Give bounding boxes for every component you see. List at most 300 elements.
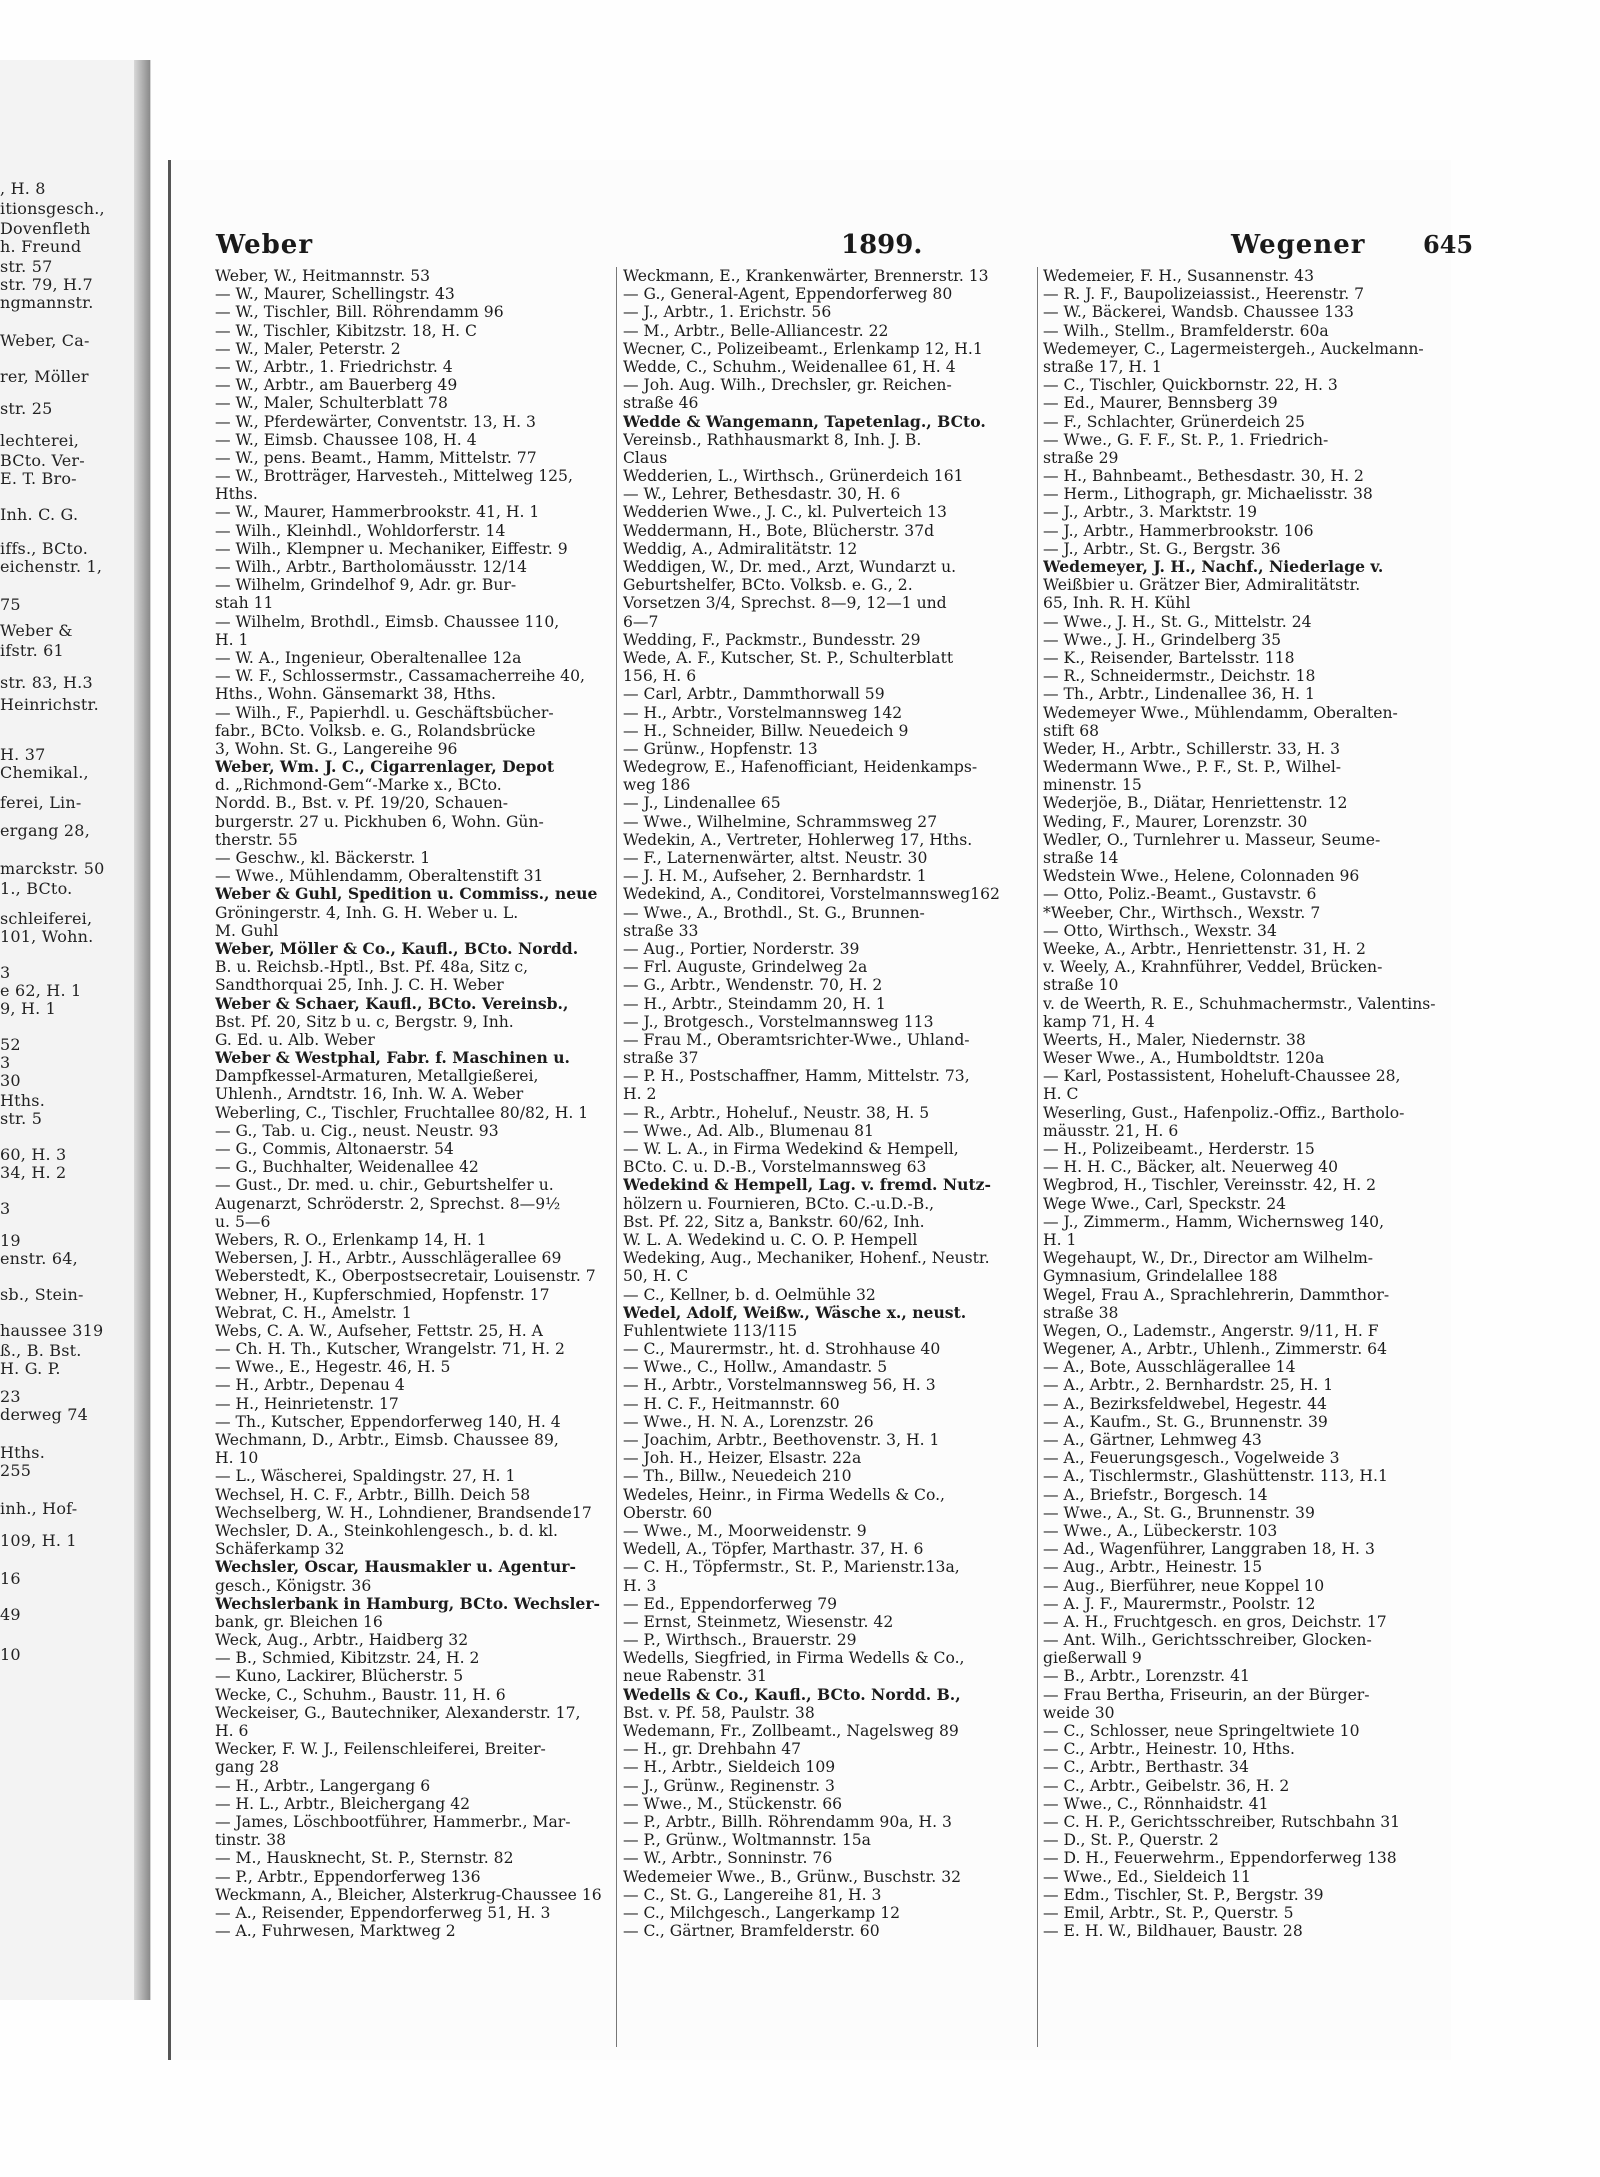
directory-entry: — J., Arbtr., 3. Marktstr. 19 xyxy=(1043,503,1258,522)
directory-entry: Wedells, Siegfried, in Firma Wedells & Co., xyxy=(623,1649,965,1668)
directory-entry: — Karl, Postassistent, Hoheluft-Chaussee 28, xyxy=(1043,1067,1401,1086)
left-page-text-fragment: str. 25 xyxy=(0,399,53,418)
directory-entry: — Wilh., F., Papierhdl. u. Geschäftsbücher- xyxy=(215,703,554,722)
directory-entry: therstr. 55 xyxy=(215,830,298,849)
directory-entry: burgerstr. 27 u. Pickhuben 6, Wohn. Gün- xyxy=(215,812,544,831)
directory-entry: Wedstein Wwe., Helene, Colonnaden 96 xyxy=(1043,867,1360,886)
directory-entry: Wedekind, A., Conditorei, Vorstelmannsweg162 xyxy=(623,885,1000,904)
directory-entry: Wederjöe, B., Diätar, Henriettenstr. 12 xyxy=(1043,794,1348,813)
directory-entry: Wegener, A., Arbtr., Uhlenh., Zimmerstr. 64 xyxy=(1043,1340,1388,1359)
book-gutter xyxy=(134,60,150,2000)
left-page-text-fragment: Inh. C. G. xyxy=(0,505,79,524)
directory-entry: minenstr. 15 xyxy=(1043,776,1142,795)
directory-entry: H. 3 xyxy=(623,1576,657,1595)
left-page-text-fragment: Hths. xyxy=(0,1091,45,1110)
directory-entry: — Ch. H. Th., Kutscher, Wrangelstr. 71, H. 2 xyxy=(215,1340,565,1359)
left-page-text-fragment: 23 xyxy=(0,1387,21,1406)
directory-entry: — F., Laternenwärter, altst. Neustr. 30 xyxy=(623,849,928,867)
directory-entry: — C., St. G., Langereihe 81, H. 3 xyxy=(623,1885,882,1904)
directory-entry: — A. H., Fruchtgesch. en gros, Deichstr. 17 xyxy=(1043,1612,1387,1631)
directory-entry: — A., Gärtner, Lehmweg 43 xyxy=(1043,1431,1262,1449)
directory-entry: tinstr. 38 xyxy=(215,1831,287,1850)
directory-entry: 3, Wohn. St. G., Langereihe 96 xyxy=(215,739,458,758)
directory-entry: — A., Reisender, Eppendorferweg 51, H. 3 xyxy=(215,1903,551,1922)
left-page-text-fragment: itionsgesch., xyxy=(0,199,105,218)
directory-entry: — D., St. P., Querstr. 2 xyxy=(1043,1831,1219,1850)
directory-entry: — Aug., Bierführer, neue Koppel 10 xyxy=(1043,1576,1325,1595)
directory-entry: — W., Maurer, Schellingstr. 43 xyxy=(215,285,455,304)
directory-entry: — G., Tab. u. Cig., neust. Neustr. 93 xyxy=(215,1121,499,1140)
directory-entry: Weber & Schaer, Kaufl., BCto. Vereinsb., xyxy=(215,994,569,1013)
directory-entry: Uhlenh., Arndtstr. 16, Inh. W. A. Weber xyxy=(215,1085,524,1104)
directory-entry: Weerts, H., Maler, Niedernstr. 38 xyxy=(1043,1030,1306,1049)
directory-entry: — A., Bote, Ausschlägerallee 14 xyxy=(1043,1358,1296,1377)
directory-entry: weg 186 xyxy=(623,776,691,795)
directory-entry: Wegen, O., Lademstr., Angerstr. 9/11, H. F xyxy=(1043,1321,1379,1340)
directory-entry: — Ant. Wilh., Gerichtsschreiber, Glocken- xyxy=(1043,1631,1372,1650)
directory-entry: u. 5—6 xyxy=(215,1212,271,1231)
directory-entry: Wechsel, H. C. F., Arbtr., Billh. Deich 58 xyxy=(215,1485,531,1504)
directory-entry: — A., Arbtr., 2. Bernhardstr. 25, H. 1 xyxy=(1043,1376,1334,1395)
directory-entry: — Ed., Maurer, Bennsberg 39 xyxy=(1043,394,1278,413)
directory-entry: — J., Arbtr., 1. Erichstr. 56 xyxy=(623,303,832,322)
directory-entry: — J., Arbtr., St. G., Bergstr. 36 xyxy=(1043,539,1281,558)
left-page-text-fragment: ß., B. Bst. xyxy=(0,1341,82,1360)
directory-entry: — C., Arbtr., Berthastr. 34 xyxy=(1043,1758,1249,1777)
directory-entry: — P., Arbtr., Billh. Röhrendamm 90a, H. 3 xyxy=(623,1812,952,1831)
header-last-name: Wegener xyxy=(1231,230,1366,260)
left-page-text-fragment: str. 5 xyxy=(0,1109,43,1128)
directory-entry: Wedding, F., Packmstr., Bundesstr. 29 xyxy=(623,630,921,649)
directory-entry: — G., General-Agent, Eppendorferweg 80 xyxy=(623,285,953,304)
directory-entry: — A. J. F., Maurermstr., Poolstr. 12 xyxy=(1043,1594,1316,1613)
left-page-text-fragment: 30 xyxy=(0,1071,21,1090)
directory-entry: — H., Arbtr., Langergang 6 xyxy=(215,1776,431,1795)
directory-entry: Geburtshelfer, BCto. Volksb. e. G., 2. xyxy=(623,576,913,595)
directory-entry: W. L. A. Wedekind u. C. O. P. Hempell xyxy=(623,1230,918,1249)
directory-entry: — Ad., Wagenführer, Langgraben 18, H. 3 xyxy=(1043,1540,1375,1559)
column-3 xyxy=(1043,267,1463,2057)
directory-entry: — Wilh., Kleinhdl., Wohldorferstr. 14 xyxy=(215,521,506,540)
directory-entry: H. 10 xyxy=(215,1449,259,1468)
directory-entry: Webner, H., Kupferschmied, Hopfenstr. 17 xyxy=(215,1285,550,1304)
directory-entry: — Grünw., Hopfenstr. 13 xyxy=(623,739,818,758)
directory-entry: — A., Feuerungsgesch., Vogelweide 3 xyxy=(1043,1449,1340,1468)
directory-entry: Wedde, C., Schuhm., Weidenallee 61, H. 4 xyxy=(623,357,956,376)
directory-entry: Wedeles, Heinr., in Firma Wedells & Co., xyxy=(623,1485,946,1504)
directory-entry: — R. J. F., Baupolizeiassist., Heerenstr. 7 xyxy=(1043,285,1365,304)
directory-entry: — Ed., Eppendorferweg 79 xyxy=(623,1594,838,1613)
directory-entry: — Wilh., Klempner u. Mechaniker, Eiffestr. 9 xyxy=(215,539,568,558)
directory-entry: Hths., Wohn. Gänsemarkt 38, Hths. xyxy=(215,685,496,704)
directory-entry: — W., Arbtr., am Bauerberg 49 xyxy=(215,376,458,395)
directory-entry: — G., Arbtr., Wendenstr. 70, H. 2 xyxy=(623,976,883,995)
directory-entry: — Edm., Tischler, St. P., Bergstr. 39 xyxy=(1043,1885,1324,1904)
directory-entry: straße 37 xyxy=(623,1049,699,1068)
directory-entry: G. Ed. u. Alb. Weber xyxy=(215,1030,375,1049)
directory-entry: — Wwe., J. H., Grindelberg 35 xyxy=(1043,630,1282,649)
directory-entry: — Wwe., M., Moorweidenstr. 9 xyxy=(623,1521,867,1540)
directory-entry: Sandthorquai 25, Inh. J. C. H. Weber xyxy=(215,976,504,995)
directory-entry: Webers, R. O., Erlenkamp 14, H. 1 xyxy=(215,1230,487,1249)
directory-entry: — Wwe., J. H., St. G., Mittelstr. 24 xyxy=(1043,612,1312,631)
directory-entry: — G., Commis, Altonaerstr. 54 xyxy=(215,1140,454,1158)
directory-entry: straße 29 xyxy=(1043,448,1119,467)
directory-entry: neue Rabenstr. 31 xyxy=(623,1667,767,1686)
left-page-text-fragment: Chemikal., xyxy=(0,763,89,782)
directory-entry: — Emil, Arbtr., St. P., Querstr. 5 xyxy=(1043,1903,1294,1922)
directory-entry: — Aug., Portier, Norderstr. 39 xyxy=(623,939,860,958)
directory-entry: Schäferkamp 32 xyxy=(215,1540,345,1559)
page-number: 645 xyxy=(1423,230,1474,259)
left-page-text-fragment: 19 xyxy=(0,1231,21,1250)
directory-entry: — W., Maurer, Hammerbrookstr. 41, H. 1 xyxy=(215,503,540,522)
directory-entry: — C., Maurermstr., ht. d. Strohhause 40 xyxy=(623,1340,941,1359)
directory-entry: — Wwe., A., Lübeckerstr. 103 xyxy=(1043,1521,1278,1540)
directory-entry: — P. H., Postschaffner, Hamm, Mittelstr. 73, xyxy=(623,1067,970,1086)
directory-entry: — Wwe., H. N. A., Lorenzstr. 26 xyxy=(623,1412,874,1431)
directory-entry: — Joh. H., Heizer, Elsastr. 22a xyxy=(623,1449,862,1468)
directory-entry: — P., Grünw., Woltmannstr. 15a xyxy=(623,1831,871,1850)
directory-entry: gang 28 xyxy=(215,1758,280,1777)
directory-entry: — F., Schlachter, Grünerdeich 25 xyxy=(1043,412,1305,431)
directory-entry: — J., Arbtr., Hammerbrookstr. 106 xyxy=(1043,521,1314,540)
directory-entry: Weißbier u. Grätzer Bier, Admiralitätstr. xyxy=(1043,576,1361,595)
directory-entry: — H., Heinrietenstr. 17 xyxy=(215,1394,399,1413)
directory-entry: Fuhlentwiete 113/115 xyxy=(623,1321,798,1340)
directory-entry: — H., Schneider, Billw. Neuedeich 9 xyxy=(623,721,909,740)
directory-entry: — D. H., Feuerwehrm., Eppendorferweg 138 xyxy=(1043,1849,1397,1868)
directory-entry: Wedemeier Wwe., B., Grünw., Buschstr. 32 xyxy=(623,1867,962,1886)
left-page-text-fragment: 52 xyxy=(0,1035,21,1054)
directory-entry: — Wwe., A., Brothdl., St. G., Brunnen- xyxy=(623,903,925,922)
left-page-text-fragment: Hths. xyxy=(0,1443,45,1462)
directory-entry: Weser Wwe., A., Humboldtstr. 120a xyxy=(1043,1049,1325,1068)
directory-entry: Weeke, A., Arbtr., Henriettenstr. 31, H. 2 xyxy=(1043,939,1366,958)
directory-entry: straße 46 xyxy=(623,394,699,413)
directory-entry: mäusstr. 21, H. 6 xyxy=(1043,1121,1179,1140)
directory-entry: — J., Zimmerm., Hamm, Wichernsweg 140, xyxy=(1043,1212,1385,1231)
directory-entry: — W., Tischler, Bill. Röhrendamm 96 xyxy=(215,303,504,322)
left-page-text-fragment: str. 57 xyxy=(0,257,53,276)
directory-entry: Claus xyxy=(623,448,668,467)
directory-entry: Weserling, Gust., Hafenpoliz.-Offiz., Bartholo- xyxy=(1043,1103,1405,1122)
directory-entry: — H., Arbtr., Depenau 4 xyxy=(215,1376,405,1395)
column-divider xyxy=(616,267,617,2047)
directory-entry: — C., Arbtr., Geibelstr. 36, H. 2 xyxy=(1043,1776,1290,1795)
directory-entry: Wedemeier, F. H., Susannenstr. 43 xyxy=(1043,267,1314,285)
directory-entry: Weckmann, A., Bleicher, Alsterkrug-Chaussee 16 xyxy=(215,1885,602,1904)
directory-entry: — J., Grünw., Reginenstr. 3 xyxy=(623,1776,835,1795)
directory-entry: straße 38 xyxy=(1043,1303,1119,1322)
directory-entry: — C. H. P., Gerichtsschreiber, Rutschbahn 31 xyxy=(1043,1812,1401,1831)
left-page-text-fragment: ifstr. 61 xyxy=(0,641,64,660)
left-page-text-fragment: H. G. P. xyxy=(0,1359,61,1378)
directory-entry: Augenarzt, Schröderstr. 2, Sprechst. 8—9½ xyxy=(215,1194,561,1213)
directory-entry: v. de Weerth, R. E., Schuhmachermstr., Valentins- xyxy=(1043,994,1436,1013)
directory-entry: H. 1 xyxy=(215,630,249,649)
directory-entry: v. Weely, A., Krahnführer, Veddel, Brücken- xyxy=(1043,958,1383,977)
directory-entry: H. 2 xyxy=(623,1085,657,1104)
directory-entry: — Otto, Wirthsch., Wexstr. 34 xyxy=(1043,921,1277,940)
left-page-text-fragment: H. 37 xyxy=(0,745,46,764)
directory-entry: Weberling, C., Tischler, Fruchtallee 80/82, H. 1 xyxy=(215,1103,589,1122)
directory-entry: Weber & Westphal, Fabr. f. Maschinen u. xyxy=(215,1049,570,1068)
directory-entry: straße 33 xyxy=(623,921,699,940)
left-page-text-fragment: eichenstr. 1, xyxy=(0,557,103,576)
directory-entry: — L., Wäscherei, Spaldingstr. 27, H. 1 xyxy=(215,1467,516,1486)
directory-entry: Weck, Aug., Arbtr., Haidberg 32 xyxy=(215,1631,469,1650)
left-page-text-fragment: derweg 74 xyxy=(0,1405,89,1424)
column-1 xyxy=(215,267,640,2057)
directory-entry: — W. L. A., in Firma Wedekind & Hempell, xyxy=(623,1140,959,1158)
left-page-text-fragment: 101, Wohn. xyxy=(0,927,94,946)
directory-entry: — Wilh., Stellm., Bramfelderstr. 60a xyxy=(1043,321,1329,340)
directory-entry: — P., Wirthsch., Brauerstr. 29 xyxy=(623,1631,857,1650)
directory-entry: Wechmann, D., Arbtr., Eimsb. Chaussee 89, xyxy=(215,1431,559,1449)
directory-entry: — E. H. W., Bildhauer, Baustr. 28 xyxy=(1043,1922,1303,1941)
left-page-text-fragment: 10 xyxy=(0,1645,21,1664)
left-page-text-fragment: 3 xyxy=(0,963,11,982)
directory-entry: Weder, H., Arbtr., Schillerstr. 33, H. 3 xyxy=(1043,739,1341,758)
directory-entry: — W., Maler, Schulterblatt 78 xyxy=(215,394,448,413)
directory-entry: BCto. C. u. D.-B., Vorstelmannsweg 63 xyxy=(623,1158,927,1177)
directory-entry: Weddermann, H., Bote, Blücherstr. 37d xyxy=(623,521,935,540)
directory-entry: Bst. Pf. 20, Sitz b u. c, Bergstr. 9, Inh. xyxy=(215,1012,514,1031)
directory-entry: — H., gr. Drehbahn 47 xyxy=(623,1740,802,1759)
directory-entry: — Joachim, Arbtr., Beethovenstr. 3, H. 1 xyxy=(623,1431,940,1449)
directory-entry: Weckmann, E., Krankenwärter, Brennerstr. 13 xyxy=(623,267,989,285)
left-page-text-fragment: inh., Hof- xyxy=(0,1499,78,1518)
directory-entry: — Th., Billw., Neuedeich 210 xyxy=(623,1467,852,1486)
directory-entry: — J. H. M., Aufseher, 2. Bernhardstr. 1 xyxy=(623,867,927,886)
directory-entry: — W., Arbtr., 1. Friedrichstr. 4 xyxy=(215,357,453,376)
directory-entry: — A., Fuhrwesen, Marktweg 2 xyxy=(215,1922,456,1941)
directory-entry: Oberstr. 60 xyxy=(623,1503,713,1522)
directory-entry: kamp 71, H. 4 xyxy=(1043,1012,1155,1031)
directory-entry: Webrat, C. H., Amelstr. 1 xyxy=(215,1303,412,1322)
directory-entry: Wedemeyer, J. H., Nachf., Niederlage v. xyxy=(1043,558,1384,576)
directory-entry: — H. H. C., Bäcker, alt. Neuerweg 40 xyxy=(1043,1158,1339,1177)
left-page-text-fragment: ngmannstr. xyxy=(0,293,94,312)
directory-entry: — Wwe., M., Stückenstr. 66 xyxy=(623,1794,843,1813)
directory-entry: — W., Maler, Peterstr. 2 xyxy=(215,339,401,358)
directory-entry: bank, gr. Bleichen 16 xyxy=(215,1612,383,1631)
directory-entry: Wechsler, Oscar, Hausmakler u. Agentur- xyxy=(215,1558,576,1577)
directory-entry: Wedderien Wwe., J. C., kl. Pulverteich 13 xyxy=(623,503,947,522)
directory-entry: — H., Arbtr., Steindamm 20, H. 1 xyxy=(623,994,886,1013)
directory-entry: — Wwe., C., Hollw., Amandastr. 5 xyxy=(623,1358,888,1377)
directory-entry: Nordd. B., Bst. v. Pf. 19/20, Schauen- xyxy=(215,794,509,813)
directory-entry: — Wwe., E., Hegestr. 46, H. 5 xyxy=(215,1358,451,1377)
directory-entry: Webersen, J. H., Arbtr., Ausschlägerallee 69 xyxy=(215,1249,562,1268)
directory-entry: Weber, Wm. J. C., Cigarrenlager, Depot xyxy=(215,758,555,777)
directory-entry: H. 1 xyxy=(1043,1230,1077,1249)
directory-entry: gießerwall 9 xyxy=(1043,1649,1142,1668)
directory-entry: — Th., Arbtr., Lindenallee 36, H. 1 xyxy=(1043,685,1315,704)
page-header xyxy=(211,230,1474,270)
directory-entry: d. „Richmond-Gem“-Marke x., BCto. xyxy=(215,776,502,795)
directory-entry: Wedemeyer Wwe., Mühlendamm, Oberalten- xyxy=(1043,703,1398,722)
directory-entry: Wedegrow, E., Hafenofficiant, Heidenkamps- xyxy=(623,758,978,777)
directory-entry: Wecner, C., Polizeibeamt., Erlenkamp 12, H.1 xyxy=(623,339,983,358)
left-page-text-fragment: lechterei, xyxy=(0,431,80,450)
left-page-text-fragment: ergang 28, xyxy=(0,821,90,840)
left-page-text-fragment: marckstr. 50 xyxy=(0,859,105,878)
left-page-text-fragment: E. T. Bro- xyxy=(0,469,77,488)
directory-entry: 6—7 xyxy=(623,612,659,631)
header-year: 1899. xyxy=(841,230,923,260)
directory-entry: hölzern u. Fournieren, BCto. C.-u.D.-B., xyxy=(623,1194,935,1213)
directory-entry: Weber & Guhl, Spedition u. Commiss., neue xyxy=(215,885,598,904)
directory-entry: Wedekin, A., Vertreter, Hohlerweg 17, Hths. xyxy=(623,830,973,849)
directory-entry: — R., Arbtr., Hoheluf., Neustr. 38, H. 5 xyxy=(623,1103,930,1122)
left-page-text-fragment: Weber & xyxy=(0,621,73,640)
directory-entry: — W., Brotträger, Harvestеh., Mittelweg 125, xyxy=(215,467,573,486)
directory-entry: — H. C. F., Heitmannstr. 60 xyxy=(623,1394,840,1413)
directory-entry: — James, Löschbootführer, Hammerbr., Mar- xyxy=(215,1812,571,1831)
directory-entry: Wedemann, Fr., Zollbeamt., Nagelsweg 89 xyxy=(623,1722,959,1740)
directory-entry: — Wilh., Arbtr., Bartholomäusstr. 12/14 xyxy=(215,558,528,576)
directory-entry: — C., Kellner, b. d. Oelmühle 32 xyxy=(623,1285,876,1304)
directory-entry: Wecke, C., Schuhm., Baustr. 11, H. 6 xyxy=(215,1685,506,1704)
directory-entry: — C. H., Töpfermstr., St. P., Marienstr.13a, xyxy=(623,1558,960,1577)
directory-entry: — M., Hausknecht, St. P., Sternstr. 82 xyxy=(215,1849,514,1868)
directory-entry: straße 10 xyxy=(1043,976,1119,995)
directory-entry: — B., Arbtr., Lorenzstr. 41 xyxy=(1043,1667,1250,1686)
directory-entry: — Herm., Lithograph, gr. Michaelisstr. 38 xyxy=(1043,485,1373,504)
directory-entry: weide 30 xyxy=(1043,1703,1115,1722)
directory-entry: — Wwe., Mühlendamm, Oberaltenstift 31 xyxy=(215,867,544,886)
directory-entry: Wedekind & Hempell, Lag. v. fremd. Nutz- xyxy=(623,1176,991,1195)
left-page-text-fragment: ferei, Lin- xyxy=(0,793,82,812)
left-page-text-fragment: 3 xyxy=(0,1199,11,1218)
directory-entry: — H., Arbtr., Vorstelmannsweg 56, H. 3 xyxy=(623,1376,936,1395)
directory-entry: Wedells & Co., Kaufl., BCto. Nordd. B., xyxy=(623,1685,961,1704)
directory-entry: Wecker, F. W. J., Feilenschleiferei, Breiter- xyxy=(215,1740,546,1759)
left-page-text-fragment: 16 xyxy=(0,1569,21,1588)
directory-entry: — W., pens. Beamt., Hamm, Mittelstr. 77 xyxy=(215,448,537,467)
directory-entry: Gröningerstr. 4, Inh. G. H. Weber u. L. xyxy=(215,903,519,922)
directory-entry: — Th., Kutscher, Eppendorferweg 140, H. 4 xyxy=(215,1412,561,1431)
left-page-text-fragment: 3 xyxy=(0,1053,11,1072)
directory-entry: — H., Arbtr., Vorstelmannsweg 142 xyxy=(623,703,903,722)
left-page-text-fragment: iffs., BCto. xyxy=(0,539,88,558)
directory-entry: Wechselberg, W. H., Lohndiener, Brandsende17 xyxy=(215,1503,592,1522)
directory-entry: — Joh. Aug. Wilh., Drechsler, gr. Reichen- xyxy=(623,376,952,395)
directory-entry: Hths. xyxy=(215,485,258,504)
directory-entry: Wedler, O., Turnlehrer u. Masseur, Seume- xyxy=(1043,830,1381,849)
left-page-text-fragment: Dovenfleth xyxy=(0,219,91,238)
directory-page xyxy=(168,160,1474,2060)
directory-entry: — W., Eimsb. Chaussee 108, H. 4 xyxy=(215,430,477,449)
directory-entry: — W., Bäckerei, Wandsb. Chaussee 133 xyxy=(1043,303,1354,322)
directory-entry: — Wwe., Wilhelmine, Schrammsweg 27 xyxy=(623,812,938,831)
directory-entry: — Wilhelm, Grindelhof 9, Adr. gr. Bur- xyxy=(215,576,517,595)
left-page-text-fragment: haussee 319 xyxy=(0,1321,104,1340)
directory-entry: — J., Brotgesch., Vorstelmannsweg 113 xyxy=(623,1012,934,1031)
directory-entry: 50, H. C xyxy=(623,1267,689,1286)
directory-entry: straße 17, H. 1 xyxy=(1043,357,1162,376)
directory-entry: — Frau M., Oberamtsrichter-Wwe., Uhland- xyxy=(623,1030,970,1049)
column-2 xyxy=(623,267,1048,2057)
directory-entry: — Frau Bertha, Friseurin, an der Bürger- xyxy=(1043,1685,1370,1704)
directory-entry: — Carl, Arbtr., Dammthorwall 59 xyxy=(623,685,885,704)
directory-entry: M. Guhl xyxy=(215,921,279,940)
directory-entry: — Wilhelm, Brothdl., Eimsb. Chaussee 110, xyxy=(215,612,560,631)
directory-entry: Wege Wwe., Carl, Speckstr. 24 xyxy=(1043,1194,1287,1213)
directory-entry: — W. A., Ingenieur, Oberaltenallee 12a xyxy=(215,648,522,667)
left-facing-page-fragment xyxy=(0,60,151,2000)
directory-entry: Weber, Möller & Co., Kaufl., BCto. Nordd. xyxy=(215,939,579,958)
directory-entry: — A., Kaufm., St. G., Brunnenstr. 39 xyxy=(1043,1412,1328,1431)
directory-entry: — Otto, Poliz.-Beamt., Gustavstr. 6 xyxy=(1043,885,1317,904)
left-page-text-fragment: schleiferei, xyxy=(0,909,93,928)
column-divider xyxy=(1037,267,1038,2047)
directory-entry: *Weeber, Chr., Wirthsch., Wexstr. 7 xyxy=(1043,903,1321,922)
directory-entry: — C., Gärtner, Bramfelderstr. 60 xyxy=(623,1922,880,1941)
left-page-text-fragment: , H. 8 xyxy=(0,179,46,198)
left-page-text-fragment: 49 xyxy=(0,1605,21,1624)
directory-entry: — Gust., Dr. med. u. chir., Geburtshelfer u. xyxy=(215,1176,554,1195)
directory-entry: Bst. Pf. 22, Sitz a, Bankstr. 60/62, Inh. xyxy=(623,1212,925,1231)
directory-entry: B. u. Reichsb.-Hptl., Bst. Pf. 48a, Sitz c, xyxy=(215,958,529,977)
directory-entry: — P., Arbtr., Eppendorferweg 136 xyxy=(215,1867,481,1886)
directory-entry: — W. F., Schlossermstr., Cassamacherreihe 40, xyxy=(215,667,585,686)
directory-entry: stah 11 xyxy=(215,594,274,613)
directory-entry: Bst. v. Pf. 58, Paulstr. 38 xyxy=(623,1703,815,1722)
directory-entry: Wegehaupt, W., Dr., Director am Wilhelm- xyxy=(1043,1249,1374,1268)
directory-entry: — H., Polizeibeamt., Herderstr. 15 xyxy=(1043,1140,1315,1158)
left-page-text-fragment: 60, H. 3 xyxy=(0,1145,67,1164)
directory-entry: — W., Arbtr., Sonninstr. 76 xyxy=(623,1849,833,1868)
directory-entry: — H., Arbtr., Sieldeich 109 xyxy=(623,1758,836,1777)
directory-entry: — Aug., Arbtr., Heinestr. 15 xyxy=(1043,1558,1263,1577)
directory-entry: H. 6 xyxy=(215,1722,249,1740)
directory-entry: Wegel, Frau A., Sprachlehrerin, Dammthor- xyxy=(1043,1285,1390,1304)
directory-entry: Wedemeyer, C., Lagermeistergeh., Auckelmann- xyxy=(1043,339,1424,358)
directory-entry: Wedel, Adolf, Weißw., Wäsche x., neust. xyxy=(623,1303,967,1322)
directory-entry: H. C xyxy=(1043,1085,1079,1104)
directory-entry: — J., Lindenallee 65 xyxy=(623,794,781,813)
left-page-text-fragment: str. 83, H.3 xyxy=(0,673,93,692)
left-page-text-fragment: rer, Möller xyxy=(0,367,89,386)
directory-entry: — A., Briefstr., Borgesch. 14 xyxy=(1043,1485,1268,1504)
directory-entry: Weckeiser, G., Bautechniker, Alexanderstr. 17, xyxy=(215,1703,581,1722)
left-page-text-fragment: 109, H. 1 xyxy=(0,1531,77,1550)
directory-entry: Weber, W., Heitmannstr. 53 xyxy=(215,267,431,285)
directory-entry: — A., Bezirksfeldwebel, Hegestr. 44 xyxy=(1043,1394,1327,1413)
directory-entry: — C., Arbtr., Heinestr. 10, Hths. xyxy=(1043,1740,1296,1759)
directory-entry: — Kuno, Lackirer, Blücherstr. 5 xyxy=(215,1667,464,1686)
directory-entry: Wede, A. F., Kutscher, St. P., Schulterblatt xyxy=(623,648,954,667)
directory-entry: Vereinsb., Rathhausmarkt 8, Inh. J. B. xyxy=(623,430,922,449)
directory-entry: — Wwe., C., Rönnhaidstr. 41 xyxy=(1043,1794,1269,1813)
directory-entry: gesch., Königstr. 36 xyxy=(215,1576,372,1595)
left-page-text-fragment: Heinrichstr. xyxy=(0,695,99,714)
directory-entry: stift 68 xyxy=(1043,721,1100,740)
directory-entry: — B., Schmied, Kibitzstr. 24, H. 2 xyxy=(215,1649,480,1668)
left-page-text-fragment: Weber, Ca- xyxy=(0,331,90,350)
left-page-text-fragment: 1., BCto. xyxy=(0,879,73,898)
directory-entry: — Geschw., kl. Bäckerstr. 1 xyxy=(215,849,431,867)
directory-entry: — Wwe., G. F. F., St. P., 1. Friedrich- xyxy=(1043,430,1329,449)
left-page-text-fragment: 75 xyxy=(0,595,21,614)
directory-entry: Weddigen, W., Dr. med., Arzt, Wundarzt u. xyxy=(623,558,957,576)
directory-entry: — R., Schneidermstr., Deichstr. 18 xyxy=(1043,667,1316,686)
directory-entry: — C., Milchgesch., Langerkamp 12 xyxy=(623,1903,901,1922)
directory-entry: Wedell, A., Töpfer, Marthastr. 37, H. 6 xyxy=(623,1540,924,1559)
